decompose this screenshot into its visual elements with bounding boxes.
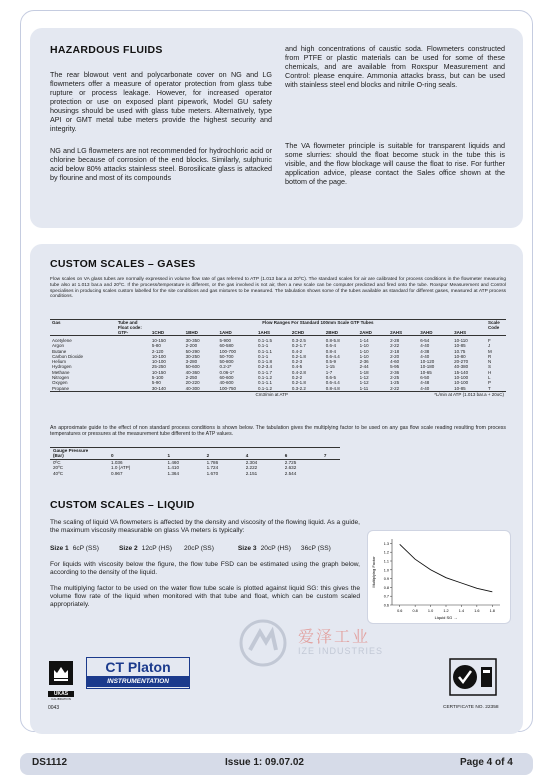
flow-range-cell: 0.5-9: [325, 359, 336, 365]
temperature-cell: 40ºC: [53, 470, 64, 476]
flow-range-cell: 0.8-4: [325, 348, 336, 354]
gas-name-cell: Oxygen: [52, 380, 68, 386]
flow-range-cell: 5-95: [390, 364, 400, 370]
ize-watermark: [238, 618, 418, 668]
hazard-title: HAZARDOUS FLUIDS: [50, 44, 163, 56]
units-note-left: Cm3/min at ATP: [150, 391, 290, 397]
factor-cell: 1.460: [167, 459, 180, 465]
footer-issue: Issue 1: 09.07.02: [225, 757, 304, 768]
scale-code-cell: R: [488, 353, 492, 359]
flow-range-cell: 2-36: [359, 359, 369, 365]
flow-range-cell: 40-600: [219, 380, 234, 386]
flow-range-cell: 0.6-4: [325, 343, 336, 349]
flow-range-cell: 1-15: [325, 364, 335, 370]
x-tick-label: 1.0: [427, 609, 434, 613]
flow-range-cell: 0.2-2*: [219, 364, 232, 370]
flow-range-cell: 50-290: [185, 348, 200, 354]
gauge-rows: [50, 459, 340, 476]
tube-code: 1AHD: [218, 330, 257, 336]
flow-range-cell: 6-54: [420, 338, 430, 343]
flow-range-cell: 4-60: [390, 359, 400, 365]
table-row: [50, 471, 340, 476]
gas-name-cell: Butane: [52, 348, 67, 354]
hazard-col1-p1: The rear blowout vent and polycarbonate cover on NG and LG flowmeters offer a measure of operator protection from glass tube rupture or process leakage. However, for increased operator protection or use on exposed plant pipework, Model GU safety housings should be used with glass tube meters. Alternatively, type API or GMT metal tube meters provide the highest security and integrity.: [50, 70, 272, 133]
scale-code-cell: H: [488, 369, 492, 375]
gtf-label: GTF-: [116, 330, 150, 336]
flow-range-cell: 1-7: [325, 369, 333, 375]
flow-range-cell: 1-10: [359, 343, 369, 349]
flow-range-cell: 40-300: [185, 385, 200, 391]
flow-range-cell: 4-40: [420, 385, 430, 391]
flow-range-cell: 4-38: [420, 348, 430, 354]
tube-code: 1CHD: [150, 330, 184, 336]
factor-cell: 1.724: [206, 465, 219, 471]
flow-range-cell: 2-18: [390, 348, 400, 354]
gauge-col: 6: [282, 448, 321, 460]
flow-range-cell: 60-600: [219, 375, 234, 381]
approx-guide-text: An approximate guide to the effect of non standard process conditions is shown below. The tabulation gives the multiplying factor to be used on any gas flow scale reading resulting from process temperatures or pressures at the measurement tube different to the ATP values.: [50, 425, 506, 438]
flow-range-cell: 20-220: [185, 380, 200, 386]
gauge-pressure-table: [50, 447, 340, 476]
flow-range-cell: [116, 336, 150, 344]
scale-code-cell: J: [488, 343, 491, 349]
gauge-col: 0: [108, 448, 165, 460]
flow-range-cell: 2-44: [359, 364, 369, 370]
gauge-col: 2: [204, 448, 243, 460]
flow-range-cell: 15-140: [454, 369, 469, 375]
scale-code-cell: F: [488, 338, 491, 343]
ct-platon-sub: INSTRUMENTATION: [87, 676, 189, 687]
factor-cell: [321, 471, 340, 476]
footer-page: Page 4 of 4: [460, 757, 513, 768]
gauge-pressure-label: [50, 448, 108, 460]
factor-cell: 1.0 (ATP): [111, 465, 131, 471]
gas-name-cell: Helium: [52, 359, 67, 365]
x-tick-label: 0.6: [397, 609, 403, 613]
scale-code-cell: L: [488, 375, 491, 381]
gauge-col: 1: [165, 448, 204, 460]
certification-logo: [448, 657, 498, 705]
factor-cell: 1.364: [167, 470, 180, 476]
cert-mark-icon: [448, 657, 498, 697]
flow-range-cell: 10-110: [454, 338, 468, 343]
y-tick-label: 0.8: [383, 585, 389, 590]
gas-name-cell: Nitrogen: [52, 375, 70, 381]
flow-range-cell: 10-180: [420, 364, 435, 370]
ct-platon-logo: [86, 657, 190, 689]
units-note-right: *L/min at ATP (1.013 bar.a + 20oC): [290, 391, 506, 397]
table-row: [50, 336, 506, 344]
ukas-number: 0043: [48, 705, 60, 711]
flow-range-cell: 2-28: [390, 338, 400, 343]
tube-code: 3AHD: [418, 330, 452, 336]
gases-intro: Flow scales on VA glass tubes are normally expressed in volume flow rate of gas referred to ATP (1.013 bar.a at 20ºC). The standard scales for air are calibrated for process conditions in the flowmeter measuring tube also at 1.013 bar.a and 20ºC. If the process/temperature is different, or the gas involved is not air, then a new scale can be computer predicted and fired onto the tube. Roxspur Measurement and Control specialises in producing scales custom labelled for the site conditions and gas mixtures to be measured. The tabulation shows some of the tubes available as standard for different gases, measured at ATP process conditions.: [50, 277, 506, 300]
flow-range-cell: 0.2-3: [291, 359, 303, 365]
flow-range-cell: 10-85: [454, 343, 466, 349]
flow-range-cell: 30-250: [185, 353, 200, 359]
sg-factor-line: [400, 544, 493, 592]
sg-chart: [368, 531, 510, 623]
flow-range-cell: 2-22: [390, 343, 400, 349]
size3-value-ss: 36cP (SS): [300, 545, 331, 552]
flow-range-cell: 10-150: [151, 338, 166, 343]
flow-range-cell: 0.1-1.7: [258, 369, 273, 375]
size1-label: Size 1: [50, 545, 69, 552]
flow-range-cell: 0.8-5.8: [325, 338, 340, 343]
size2-value-hs: 12cP (HS): [141, 545, 172, 552]
flow-range-cell: 50-600: [185, 364, 200, 370]
flow-range-cell: 10-100: [454, 375, 469, 381]
flow-range-cell: 1-12: [359, 375, 369, 381]
flow-range-cell: 10.75: [454, 348, 466, 354]
tube-code: 2AHS: [388, 330, 418, 336]
y-tick-label: 1.0: [383, 568, 389, 573]
factor-cell: 1.036: [111, 459, 123, 465]
scale-code-cell: T: [488, 385, 491, 391]
flow-range-cell: 0.6-5: [325, 375, 336, 381]
flow-range-cell: 0.2-1.8: [291, 353, 306, 359]
ize-cn-name: 爱泽工业: [298, 629, 371, 646]
liquid-p3: The multiplying factor to be used on the water flow tube scale is plotted against liquid SG: this gives the volume flow rate of the liquid when monitored with that tube and float, which can be custom scaled appropriately.: [50, 585, 360, 608]
factor-cell: 2.544: [284, 470, 297, 476]
flow-range-cell: 10-80: [454, 353, 466, 359]
flow-range-cell: 10-85: [454, 385, 466, 391]
gas-col-header: Gas: [50, 320, 116, 331]
x-tick-label: 1.6: [474, 609, 480, 613]
liquid-title: CUSTOM SCALES – LIQUID: [50, 499, 195, 511]
flow-range-cell: 25-250: [151, 364, 166, 370]
flow-range-cell: 2-22: [390, 385, 400, 391]
y-axis-label: Multiplying Factor: [371, 556, 376, 588]
flow-range-header: Flow Ranges For Standard 100mm Scale GTF Tubes: [150, 320, 486, 331]
flow-range-cell: 0.1-1: [258, 353, 269, 359]
size2-value-ss: 20cP (SS): [183, 545, 214, 552]
flow-range-cell: 0.4-2: [291, 348, 303, 354]
flow-range-cell: 1-18: [359, 369, 369, 375]
flow-range-cell: 1-25: [390, 380, 400, 386]
flow-range-cell: 0.1-1.2: [258, 385, 273, 391]
gauge-col: 4: [243, 448, 282, 460]
x-axis-label: Liquid SG →: [434, 615, 458, 620]
flow-range-cell: 0.2-1.8: [291, 380, 306, 386]
factor-cell: 2.632: [284, 465, 297, 471]
scale-code-cell: M: [488, 348, 492, 354]
gas-name-cell: Propane: [52, 385, 70, 391]
factor-cell: 2.304: [245, 459, 258, 465]
flow-range-cell: 60-580: [219, 343, 234, 349]
flow-range-cell: 0.06-1*: [219, 369, 235, 375]
flow-range-cell: 4-48: [420, 380, 430, 386]
flow-range-cell: 10-100: [454, 380, 469, 386]
flow-range-cell: 1-10: [359, 353, 369, 359]
flow-range-cell: 0.1-1.1: [258, 380, 273, 386]
gas-flow-rows: [50, 336, 506, 392]
y-tick-label: 0.7: [383, 594, 389, 599]
x-tick-label: 1.2: [443, 609, 449, 613]
flow-range-cell: 6-50: [420, 375, 430, 381]
factor-cell: 1.410: [167, 465, 180, 471]
gauge-col: 7: [321, 448, 340, 460]
flow-range-cell: 0.8-4.8: [325, 385, 340, 391]
footer-doc-number: DS1112: [32, 757, 68, 768]
flow-range-cell: 0.4-5: [291, 364, 303, 370]
flow-range-cell: 0.1-1.2: [258, 375, 273, 381]
tube-code: 1AHS: [256, 330, 290, 336]
y-tick-label: 0.6: [383, 603, 389, 608]
factor-cell: 2.222: [245, 465, 258, 471]
factor-cell: 2.151: [245, 470, 258, 476]
scale-code-cell: P: [488, 380, 492, 386]
flow-range-cell: 5-100: [151, 375, 164, 381]
tube-code: 1BHD: [184, 330, 218, 336]
y-tick-label: 1.3: [383, 541, 389, 546]
gauge-label-1: Gauge Pressure: [53, 448, 89, 453]
size3-value-hs: 20cP (HS): [260, 545, 291, 552]
flow-range-cell: 40-380: [454, 364, 469, 370]
x-tick-label: 0.8: [412, 609, 418, 613]
flow-range-cell: 3-280: [185, 359, 198, 365]
flow-range-cell: 10-150: [151, 369, 166, 375]
flow-range-cell: 50-800: [219, 359, 234, 365]
gas-name-cell: Acetylene: [52, 338, 72, 343]
y-tick-label: 1.2: [383, 550, 389, 555]
factor-cell: 2.725: [284, 459, 297, 465]
flow-range-cell: 10-65: [420, 369, 432, 375]
flow-range-cell: 100-700: [219, 348, 237, 354]
tube-code: 2BHD: [324, 330, 358, 336]
flow-range-cell: 0.3-2.5: [291, 338, 306, 343]
ct-platon-name: CT Platon: [105, 659, 171, 675]
certificate-number: CERTIFICATE NO. 22358: [443, 705, 499, 710]
flow-range-cell: 100-750: [219, 385, 237, 391]
tube-code: 2CHD: [290, 330, 324, 336]
flow-range-cell: 5-90: [151, 380, 161, 386]
temperature-cell: 0ºC: [53, 459, 61, 465]
flow-range-cell: 1-10: [359, 348, 369, 354]
liquid-p2: For liquids with viscosity below the figure, the flow tube FSD can be estimated using the graph below, according to the density of the liquid.: [50, 561, 360, 576]
flow-range-cell: 40-360: [185, 369, 200, 375]
flow-range-cell: 0.2-3.4: [258, 364, 273, 370]
flow-range-cell: 50-700: [219, 353, 234, 359]
x-tick-label: 1.4: [458, 609, 465, 613]
y-tick-label: 0.9: [383, 577, 389, 582]
scale-code-header: Scale Code: [486, 320, 506, 331]
ize-en-name: IZE INDUSTRIES: [298, 646, 384, 656]
ukas-sub: CALIBRATION: [51, 697, 71, 701]
flow-range-cell: 1-12: [359, 380, 369, 386]
flow-range-cell: 0.1-1: [258, 343, 269, 349]
flow-range-cell: 10-100: [151, 353, 166, 359]
tube-float-header: Tube and Float code:: [116, 320, 150, 331]
x-tick-label: 1.8: [489, 609, 495, 613]
sg-chart-box: [367, 530, 511, 624]
size2-label: Size 2: [118, 545, 138, 552]
flow-range-cell: 0.6-4.4: [325, 353, 340, 359]
ukas-logo: [48, 660, 76, 711]
flow-range-cell: 0.1-1.8: [258, 359, 273, 365]
flow-range-cell: 0.2-1.7: [291, 343, 306, 349]
gauge-label-2: (Bar): [53, 453, 64, 459]
ukas-text: UKAS: [48, 691, 74, 697]
gas-name-cell: Hydrogen: [52, 364, 72, 370]
flow-range-cell: 4-40: [420, 353, 430, 359]
flow-range-cell: 5-900: [219, 338, 232, 343]
flow-range-cell: 2-200: [185, 343, 198, 349]
flow-range-cell: 5-80: [151, 343, 161, 349]
tube-code: 2AHD: [358, 330, 389, 336]
gas-name-cell: Methane: [52, 369, 70, 375]
flow-range-cell: 2-120: [151, 348, 164, 354]
flow-range-cell: 2-250: [185, 375, 198, 381]
size3-label: Size 3: [237, 545, 257, 552]
flow-range-cell: 1-11: [359, 385, 369, 391]
gas-name-cell: Carbon Dioxide: [52, 353, 84, 359]
flow-range-cell: 0.4-2.8: [291, 369, 306, 375]
flow-range-cell: 2-25: [390, 375, 400, 381]
flow-range-cell: 30-350: [185, 338, 200, 343]
ize-logo-icon: [238, 618, 288, 668]
gases-title: CUSTOM SCALES – GASES: [50, 258, 196, 270]
flow-range-cell: 0.2-2: [291, 375, 303, 381]
scale-code-cell: N: [488, 359, 492, 365]
flow-range-cell: 4-40: [420, 343, 430, 349]
tube-code: 3AHS: [452, 330, 486, 336]
temperature-cell: 20ºC: [53, 465, 64, 471]
hazard-col2-p1: and high concentrations of caustic soda. Flowmeters constructed from PTFE or plastic materials can be used for some of these chemicals, and are available from Roxspur Measurement and Control: please enquire. Ammonia attacks brass, but can be used with stainless steel end blocks and nitrile O-ring seals.: [285, 44, 505, 89]
factor-cell: 0.967: [111, 470, 123, 476]
hazard-col1-p2: NG and LG flowmeters are not recommended for hydrochloric acid or chlorine because of corrosion of the end blocks. Similarly, sulphuric acid below 80% attacks stainless steel. Borosilicate glass is attacked by flourine and most of its compounds: [50, 146, 272, 182]
flow-range-cell: 0.1-1.1: [258, 348, 273, 354]
viscosity-sizes: [50, 545, 366, 552]
flow-range-cell: 2-20: [390, 353, 400, 359]
flow-range-cell: 2-36: [390, 369, 400, 375]
flow-range-cell: 0.1-1.5: [258, 338, 273, 343]
flow-range-cell: 1-14: [359, 338, 369, 343]
scale-code-cell: S: [488, 364, 492, 370]
factor-cell: 1.786: [206, 459, 219, 465]
factor-cell: 1.670: [206, 470, 219, 476]
flow-range-cell: 30-140: [151, 385, 166, 391]
hazard-col2-p2: The VA flowmeter principle is suitable for transparent liquids and some slurries: should the float become stuck in the tube this is visible, and the flow blockage will cause the float to rise. For further application advice, please contact the Sales office shown at the bottom of the page.: [285, 141, 505, 186]
size1-value: 6cP (SS): [72, 545, 99, 552]
flow-range-cell: 10-100: [151, 359, 166, 365]
ukas-crown-icon: [48, 660, 74, 686]
flow-range-cell: 20-270: [454, 359, 469, 365]
flow-range-cell: 0.6-4.4: [325, 380, 340, 386]
gas-name-cell: Argon: [52, 343, 65, 349]
flow-range-cell: 10-120: [420, 359, 435, 365]
flow-range-cell: 0.3-2.2: [291, 385, 306, 391]
gas-flow-table: [50, 319, 506, 397]
y-tick-label: 1.1: [383, 559, 389, 564]
liquid-p1: The scaling of liquid VA flowmeters is affected by the density and viscosity of the flowing liquid. As a guide, the maximum viscosity measurable on glass VA meters is typically:: [50, 519, 360, 534]
